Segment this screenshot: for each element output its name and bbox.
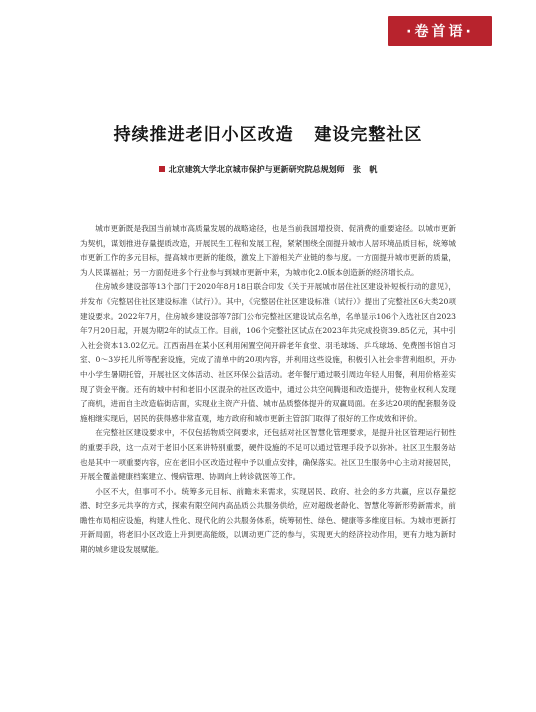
paragraph-4: 小区不大，但事可不小。统筹多元目标、前瞻未来需求，实现居民、政府、社会的多方共赢，应以存量挖潜、时空多元共享的方式，探索有限空间内高品质公共服务供给，应对超级老龄化、智慧化等新形势新需求，前瞻性布局相应设施，构建人性化、现代化的公共服务体系，统筹韧性、绿色、健康等多维度目标。为城市更新打开新局面，将老旧小区改造上升到更高能级，以调动更广泛的参与，实现更大的经济拉动作用，更有力地为新时期的城乡建设发展赋能。	[80, 486, 456, 555]
square-bullet-icon	[159, 166, 165, 172]
paragraph-1: 城市更新既是我国当前城市高质量发展的战略途径，也是当前我国增投资、促消费的重要途径。以城市更新为契机，谋划推进存量提质改造，开展民生工程和发展工程，紧紧围绕全面提升城市人居环境品质目标，统筹城市更新工作的多元目标，提高城市更新的能级，激发上下游相关产业链的参与度。一方面提升城市更新的质量，为人民谋福祉；另一方面促进多个行业参与到城市更新中来，为城市化2.0版本创造新的经济增长点。	[80, 224, 456, 277]
article-byline	[0, 164, 536, 175]
byline-text: 北京建筑大学北京城市保护与更新研究院总规划师 张 帆	[168, 165, 378, 174]
article-title: 持续推进老旧小区改造 建设完整社区	[113, 125, 423, 145]
paragraph-2: 住房城乡建设部等13个部门于2020年8月18日联合印发《关于开展城市居住社区建设补短板行动的意见》，并发布《完整居住社区建设标准（试行）》。其中，《完整居住社区建设标准（试行）》提出了完整社区6大类20项建设要求。2022年7月，住房城乡建设部等7部门公布完整社区建设试点名单，名单显示106个入选社区自2023年7月20日起，开展为期2年的试点工作。目前，106个完整社区试点在2023年共完成投资39.85亿元，其中引入社会资本13.02亿元。江西南昌在某小区利用闲置空间开辟老年食堂、羽毛球场、乒乓球场、免费图书馆自习室、0～3岁托儿所等配套设施，完成了清单中的20项内容，并利用这些设施，积极引入社会非营利组织，开办中小学生暑期托管，开展社区文体活动、社区环保公益活动。老年餐厅通过吸引周边年轻人用餐，利用价格差实现了资金平衡。还有的城中村和老旧小区混杂的社区改造中，通过公共空间腾退和改造提升，使物业权利人发现了商机，进而自主改造临街店面，实现业主资产升值、城市品质整体提升的双赢局面。在多达20项的配套服务设施相继实现后，居民的获得感非常直观，地方政府和城市更新主管部门取得了很好的工作成效和评价。	[80, 282, 456, 423]
column-label: ·卷首语·	[388, 16, 492, 46]
paragraph-3: 在完整社区建设要求中，不仅包括物质空间要求，还包括对社区智慧化管理要求，是提升社区管理运行韧性的重要手段，这一点对于老旧小区来讲特别重要，硬件设施的不足可以通过管理手段予以弥补。社区卫生服务站也是其中一项重要内容，应在老旧小区改造过程中予以重点安排，确保落实。社区卫生服务中心主动对接居民，开展全覆盖健康档案建立、慢病管理、协调向上转诊就医等工作。	[80, 428, 456, 482]
article-body	[80, 222, 456, 558]
